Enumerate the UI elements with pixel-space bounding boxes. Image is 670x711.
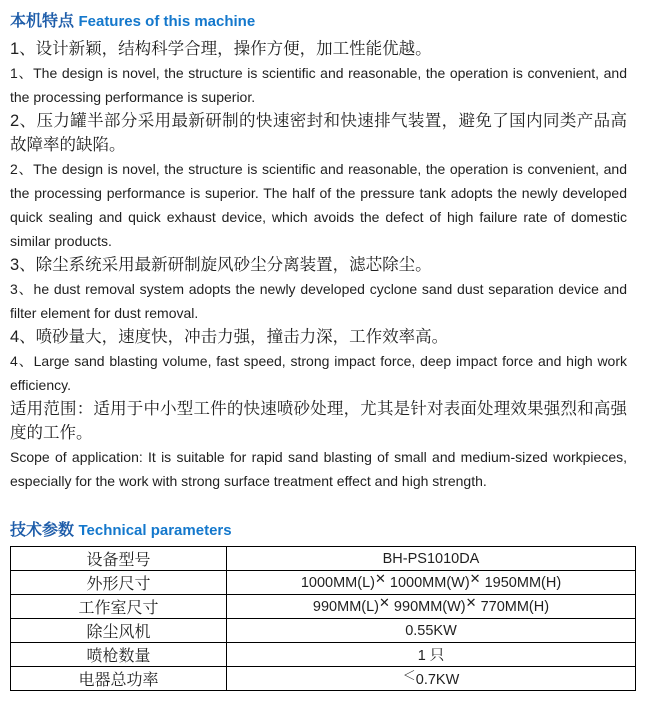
param-value-model: BH-PS1010DA bbox=[227, 547, 636, 571]
table-row bbox=[11, 547, 636, 571]
feature-2-zh: 2、压力罐半部分采用最新研制的快速密封和快速排气装置，避免了国内同类产品高故障率的缺陷。 bbox=[10, 112, 627, 154]
param-label-chamber-size: 工作室尺寸 bbox=[11, 595, 227, 619]
table-row bbox=[11, 667, 636, 691]
param-label-gun-count: 喷枪数量 bbox=[11, 643, 227, 667]
param-label-model: 设备型号 bbox=[11, 547, 227, 571]
features-section bbox=[10, 8, 662, 493]
feature-4-zh: 4、喷砂量大，速度快，冲击力强，撞击力深，工作效率高。 bbox=[10, 328, 449, 346]
feature-3-en: 3、he dust removal system adopts the newly developed cyclone sand dust separation device and filter element for dust removal. bbox=[10, 281, 627, 321]
param-value-gun-count: 1 只 bbox=[227, 643, 636, 667]
param-label-total-power: 电器总功率 bbox=[11, 667, 227, 691]
param-value-total-power: ＜0.7KW bbox=[227, 667, 636, 691]
parameters-heading bbox=[10, 517, 662, 540]
features-heading-en: Features of this machine bbox=[78, 13, 256, 30]
scope-zh: 适用范围：适用于中小型工件的快速喷砂处理，尤其是针对表面处理效果强烈和高强度的工作。 bbox=[10, 400, 627, 442]
features-body bbox=[10, 37, 627, 493]
parameters-heading-en: Technical parameters bbox=[78, 522, 232, 539]
feature-3-zh: 3、除尘系统采用最新研制旋风砂尘分离装置，滤芯除尘。 bbox=[10, 256, 432, 274]
feature-1-zh: 1、设计新颖，结构科学合理，操作方便，加工性能优越。 bbox=[10, 40, 432, 58]
features-heading bbox=[10, 8, 662, 31]
table-row bbox=[11, 643, 636, 667]
table-row bbox=[11, 595, 636, 619]
param-value-overall-size: 1000MM(L)✕ 1000MM(W)✕ 1950MM(H) bbox=[227, 571, 636, 595]
scope-en: Scope of application: It is suitable for rapid sand blasting of small and medium-sized workpieces, especially for the work with strong surface treatment effect and high strength. bbox=[10, 449, 627, 489]
feature-4-en: 4、Large sand blasting volume, fast speed, strong impact force, deep impact force and high work efficiency. bbox=[10, 353, 627, 393]
features-heading-zh: 本机特点 bbox=[10, 13, 75, 30]
parameters-section bbox=[10, 517, 662, 691]
table-row bbox=[11, 571, 636, 595]
param-label-overall-size: 外形尺寸 bbox=[11, 571, 227, 595]
feature-2-en: 2、The design is novel, the structure is scientific and reasonable, the operation is convenient, and the processing performance is superior. The half of the pressure tank adopts the newly developed quick sealing and quick exhaust device, which avoids the defect of high failure rate of domestic similar products. bbox=[10, 161, 627, 249]
param-value-dust-fan: 0.55KW bbox=[227, 619, 636, 643]
table-row bbox=[11, 619, 636, 643]
param-label-dust-fan: 除尘风机 bbox=[11, 619, 227, 643]
parameters-heading-zh: 技术参数 bbox=[10, 522, 75, 539]
parameters-table bbox=[10, 546, 636, 691]
param-value-chamber-size: 990MM(L)✕ 990MM(W)✕ 770MM(H) bbox=[227, 595, 636, 619]
feature-1-en: 1、The design is novel, the structure is scientific and reasonable, the operation is convenient, and the processing performance is superior. bbox=[10, 65, 627, 105]
